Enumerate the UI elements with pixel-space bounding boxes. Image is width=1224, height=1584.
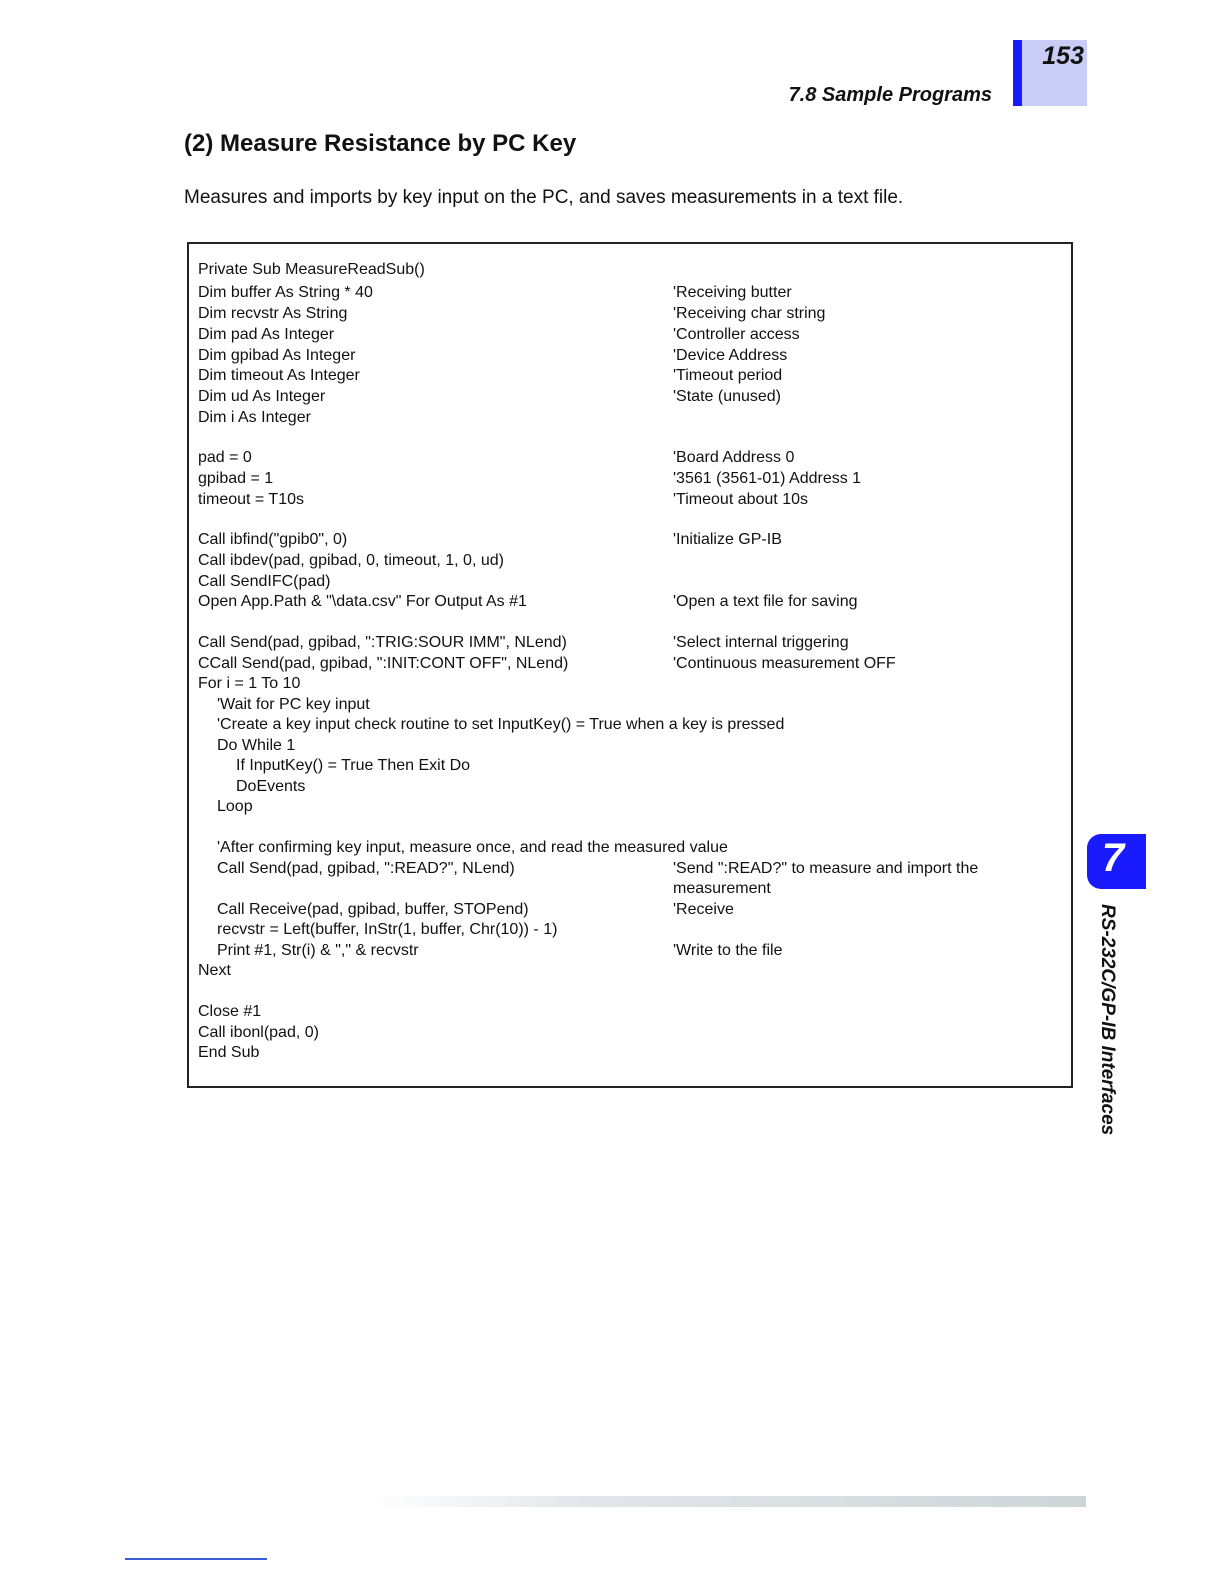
code-line: Dim recvstr As String [198,305,348,322]
code-comment: '3561 (3561-01) Address 1 [673,470,862,487]
code-comment: measurement [673,880,771,897]
code-comment: 'Receiving butter [673,284,792,301]
intro-text: Measures and imports by key input on the PC, and saves measurements in a text file. [184,187,904,208]
code-line: Dim buffer As String * 40 [198,284,373,301]
code-comment: 'Device Address [673,347,788,364]
page-title: (2) Measure Resistance by PC Key [184,130,577,157]
code-comment: 'Select internal triggering [673,634,849,651]
code-line: Close #1 [198,1003,262,1020]
code-line: Loop [217,798,253,815]
code-line: Do While 1 [217,737,296,754]
code-line: Call Receive(pad, gpibad, buffer, STOPend) [217,901,529,918]
code-line: pad = 0 [198,449,252,466]
code-line: Dim ud As Integer [198,388,326,405]
code-line: Open App.Path & "\data.csv" For Output As #1 [198,593,527,610]
code-line: Call ibonl(pad, 0) [198,1024,319,1041]
code-line: If InputKey() = True Then Exit Do [236,757,471,774]
chapter-title: RS-232C/GP-IB Interfaces [1097,904,1118,1136]
code-line: Next [198,962,231,979]
code-comment: 'Continuous measurement OFF [673,655,896,672]
code-line: 'After confirming key input, measure once, and read the measured value [217,839,728,856]
code-line: DoEvents [236,778,306,795]
code-comment: 'Timeout period [673,367,783,384]
code-line: gpibad = 1 [198,470,274,487]
code-line: Dim gpibad As Integer [198,347,356,364]
code-comment: 'Write to the file [673,942,783,959]
code-line: Call Send(pad, gpibad, ":READ?", NLend) [217,860,515,877]
code-line: Call Send(pad, gpibad, ":TRIG:SOUR IMM", NLend) [198,634,567,651]
code-comment: 'State (unused) [673,388,782,405]
code-line: End Sub [198,1044,260,1061]
footer-gradient-bar [370,1496,1086,1507]
code-line: Call SendIFC(pad) [198,573,331,590]
code-comment: 'Open a text file for saving [673,593,858,610]
code-line: Call ibfind("gpib0", 0) [198,531,348,548]
code-comment: 'Receiving char string [673,305,826,322]
chapter-number: 7 [1101,836,1125,880]
code-line: CCall Send(pad, gpibad, ":INIT:CONT OFF", NLend) [198,655,569,672]
code-line: 'Wait for PC key input [217,696,370,713]
code-comment: 'Receive [673,901,734,918]
code-line: Call ibdev(pad, gpibad, 0, timeout, 1, 0, ud) [198,552,504,569]
page-number: 153 [1042,42,1084,70]
footer-rule [125,1558,267,1560]
code-comment: 'Initialize GP-IB [673,531,782,548]
code-comment: 'Send ":READ?" to measure and import the [673,860,979,877]
code-comment: 'Timeout about 10s [673,491,808,508]
code-line: 'Create a key input check routine to set InputKey() = True when a key is pressed [217,716,785,733]
code-line: timeout = T10s [198,491,304,508]
section-header: 7.8 Sample Programs [788,84,992,106]
code-line: Private Sub MeasureReadSub() [198,261,425,278]
code-line: Dim pad As Integer [198,326,335,343]
code-line: recvstr = Left(buffer, InStr(1, buffer, Chr(10)) - 1) [217,921,558,938]
code-line: Dim i As Integer [198,409,311,426]
code-comment: 'Controller access [673,326,800,343]
page-number-accent-bar [1013,40,1022,106]
code-line: Print #1, Str(i) & "," & recvstr [217,942,419,959]
code-line: For i = 1 To 10 [198,675,301,692]
code-line: Dim timeout As Integer [198,367,360,384]
code-comment: 'Board Address 0 [673,449,795,466]
